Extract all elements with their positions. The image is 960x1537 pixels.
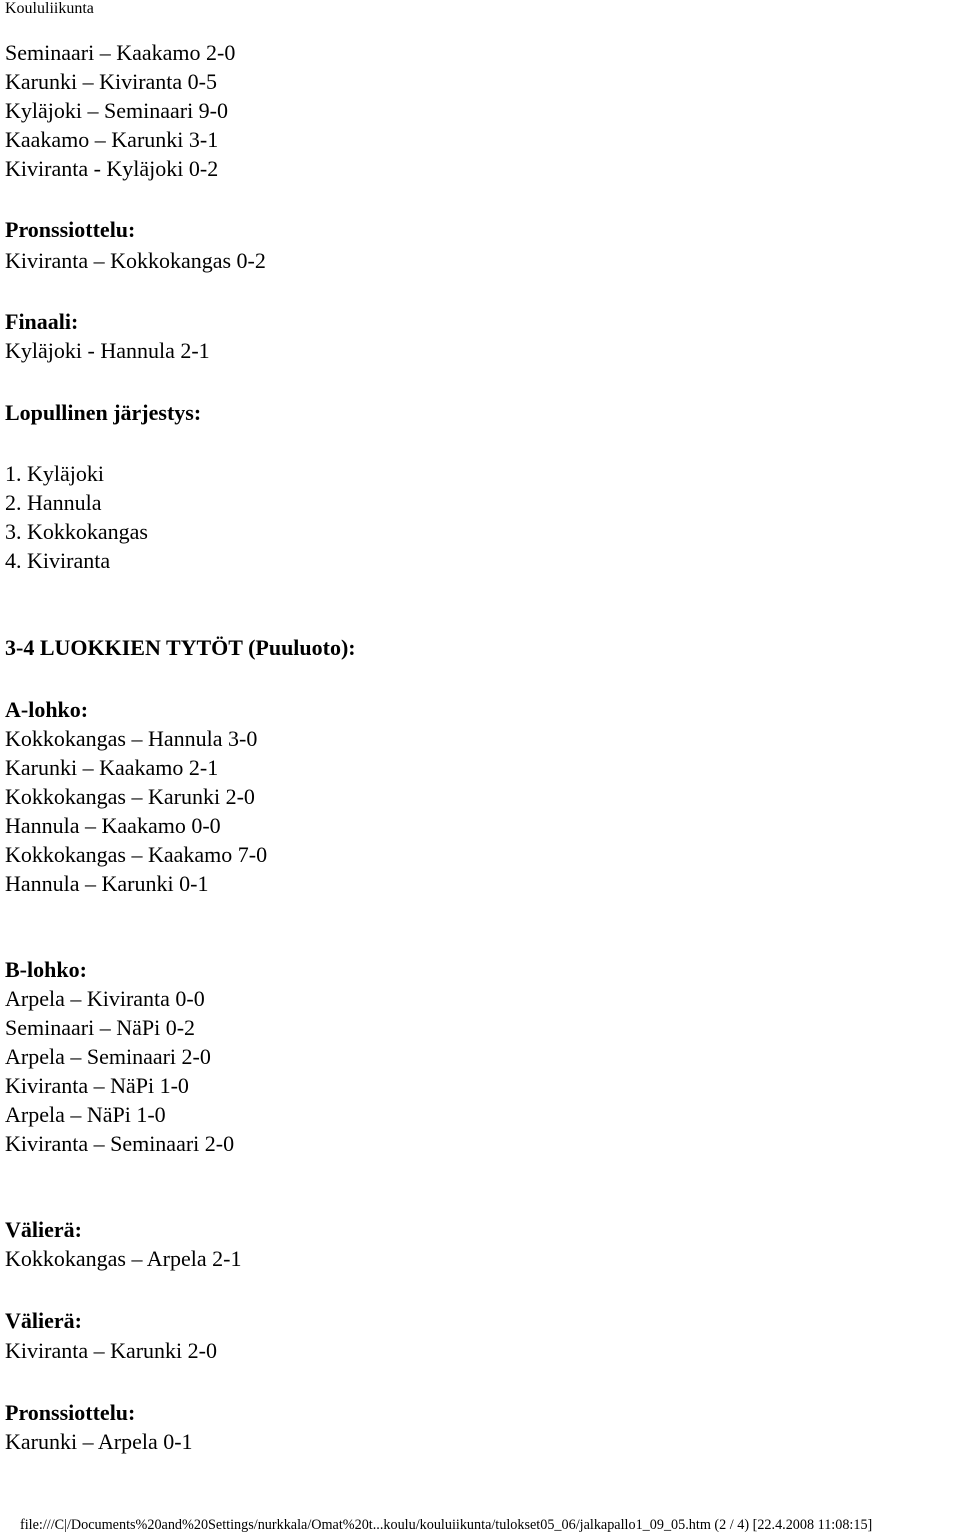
- semifinal-match: Kokkokangas – Arpela 2-1: [5, 1246, 242, 1271]
- final-match: Kyläjoki - Hannula 2-1: [5, 338, 210, 363]
- standings-item: 1. Kyläjoki: [5, 461, 104, 486]
- match-line: Hannula – Kaakamo 0-0: [5, 813, 221, 838]
- match-line: Kokkokangas – Hannula 3-0: [5, 726, 258, 751]
- match-line: Seminaari – NäPi 0-2: [5, 1015, 196, 1040]
- b-block-heading: B-lohko:: [5, 957, 87, 982]
- match-line: Kiviranta - Kyläjoki 0-2: [5, 156, 219, 181]
- match-line: Karunki – Kiviranta 0-5: [5, 69, 217, 94]
- semifinal-heading: Välierä:: [5, 1217, 82, 1242]
- bronze-match: Kiviranta – Kokkokangas 0-2: [5, 248, 266, 273]
- match-line: Kaakamo – Karunki 3-1: [5, 127, 219, 152]
- page-header: Koululiikunta: [5, 0, 94, 17]
- bronze-heading: Pronssiottelu:: [5, 1400, 136, 1425]
- match-line: Hannula – Karunki 0-1: [5, 871, 209, 896]
- standings-item: 3. Kokkokangas: [5, 519, 148, 544]
- bronze-heading: Pronssiottelu:: [5, 217, 136, 242]
- match-line: Arpela – Seminaari 2-0: [5, 1044, 211, 1069]
- standings-item: 2. Hannula: [5, 490, 102, 515]
- semifinal-match: Kiviranta – Karunki 2-0: [5, 1338, 217, 1363]
- match-line: Kokkokangas – Karunki 2-0: [5, 784, 255, 809]
- standings-heading: Lopullinen järjestys:: [5, 400, 202, 425]
- match-line: Kiviranta – Seminaari 2-0: [5, 1131, 235, 1156]
- section-title: 3-4 LUOKKIEN TYTÖT (Puuluoto):: [5, 635, 356, 660]
- match-line: Kokkokangas – Kaakamo 7-0: [5, 842, 268, 867]
- match-line: Arpela – Kiviranta 0-0: [5, 986, 205, 1011]
- standings-item: 4. Kiviranta: [5, 548, 111, 573]
- final-heading: Finaali:: [5, 309, 79, 334]
- semifinal-heading: Välierä:: [5, 1308, 82, 1333]
- match-line: Kyläjoki – Seminaari 9-0: [5, 98, 229, 123]
- match-line: Seminaari – Kaakamo 2-0: [5, 40, 236, 65]
- match-line: Arpela – NäPi 1-0: [5, 1102, 166, 1127]
- match-line: Karunki – Kaakamo 2-1: [5, 755, 219, 780]
- page-footer: file:///C|/Documents%20and%20Settings/nurkkala/Omat%20t...koulu/kouluiikunta/tulokset05_06/jalkapallo1_09_05.htm (2 / 4) [22.4.2008 11:08:15]: [20, 1517, 873, 1533]
- match-line: Kiviranta – NäPi 1-0: [5, 1073, 189, 1098]
- bronze-match: Karunki – Arpela 0-1: [5, 1429, 193, 1454]
- a-block-heading: A-lohko:: [5, 697, 89, 722]
